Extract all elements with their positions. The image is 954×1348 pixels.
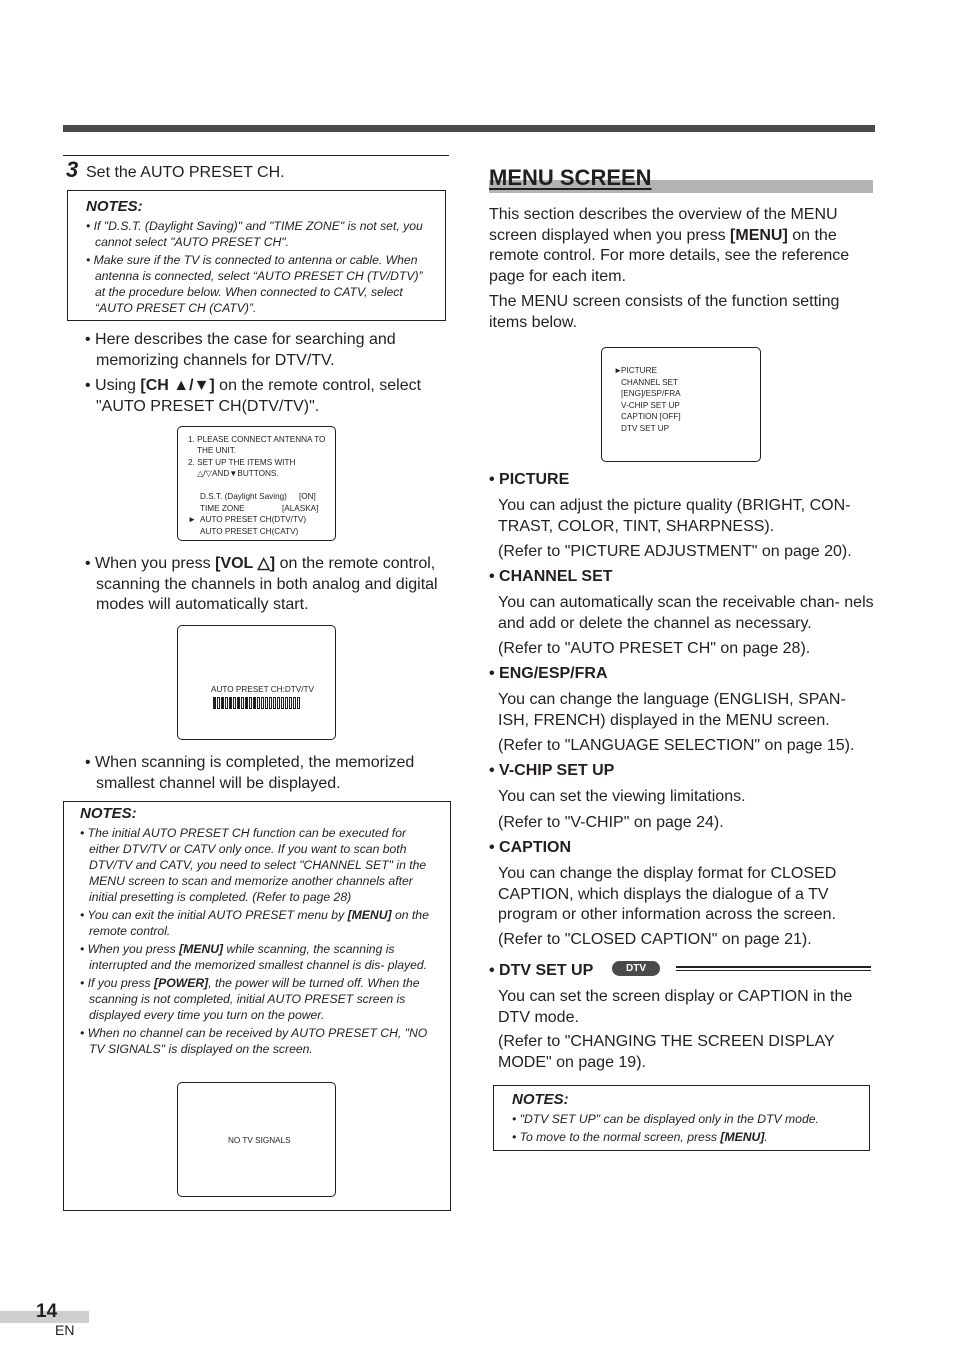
- cursor-icon: ►: [188, 515, 197, 524]
- item-heading: • V-CHIP SET UP: [489, 762, 615, 779]
- note-post: on the remote control.: [89, 908, 429, 938]
- scan-progress-bar: [213, 696, 303, 709]
- progress-segment: [281, 697, 284, 709]
- menu-item-channel-set: CHANNEL SET: [621, 378, 679, 387]
- notes-box-3: [493, 1085, 870, 1151]
- note-item: [80, 825, 434, 905]
- intro-paragraph: [489, 205, 873, 287]
- note-item: [80, 941, 434, 973]
- note-pre: • When you press: [80, 942, 180, 956]
- progress-segment: [261, 697, 264, 709]
- progress-segment: [233, 697, 236, 709]
- intro-pre: This section describes the overview of the MENU screen displayed when you press: [489, 206, 838, 244]
- top-rule: [63, 125, 875, 132]
- note-item: • If "D.S.T. (Daylight Saving)" and "TIME ZONE" is not set, you cannot select "AUTO PRESET CH".: [86, 219, 423, 249]
- note-bold: [MENU]: [179, 942, 224, 956]
- item-ref: (Refer to "AUTO PRESET CH" on page 28).: [498, 640, 811, 657]
- progress-segment: [225, 697, 228, 709]
- progress-segment: [273, 697, 276, 709]
- item-ref: (Refer to "V-CHIP" on page 24).: [498, 814, 724, 831]
- item-desc: You can set the screen display or CAPTION in the DTV mode.: [498, 988, 853, 1026]
- tv-screen-menu: [601, 347, 761, 462]
- note-post: while scanning, the scanning is interrupted and the memorized smallest channel is dis- played.: [89, 942, 428, 972]
- menu-item: AUTO PRESET CH(CATV): [200, 527, 299, 536]
- note-item: [512, 1129, 859, 1145]
- timezone-label: TIME ZONE: [200, 504, 245, 513]
- item-heading: • DTV SET UP: [489, 962, 594, 979]
- item-ref: (Refer to "LANGUAGE SELECTION" on page 15).: [498, 737, 855, 754]
- item-heading: • ENG/ESP/FRA: [489, 665, 608, 682]
- step-number: 3: [66, 157, 79, 182]
- note-bold: [MENU]: [347, 908, 392, 922]
- dtv-rule: [676, 970, 871, 971]
- screen-line: 2. SET UP THE ITEMS WITH: [188, 458, 296, 467]
- intro-post: on the remote control. For more details, see the reference page for each item.: [489, 226, 850, 285]
- progress-segment: [213, 697, 216, 709]
- intro-paragraph-2: The MENU screen consists of the function setting items below.: [489, 293, 840, 331]
- item-desc: You can set the viewing limitations.: [498, 788, 746, 805]
- dst-label: D.S.T. (Daylight Saving): [200, 492, 287, 501]
- progress-segment: [221, 697, 224, 709]
- note-pre: • You can exit the initial AUTO PRESET menu by: [80, 908, 348, 922]
- bullet-pre: • Using: [85, 377, 141, 394]
- note-post: , the power will be turned off. When the scanning is not completed, initial AUTO PRESET screen is displayed every time you turn on the power.: [89, 976, 420, 1022]
- section-title: MENU SCREEN: [489, 165, 652, 190]
- note-bold: [MENU]: [720, 1130, 765, 1144]
- progress-segment: [289, 697, 292, 709]
- note-post: .: [764, 1130, 768, 1144]
- item-desc: You can automatically scan the receivable chan- nels and add or delete the channel as necessary.: [498, 594, 874, 632]
- progress-segment: [241, 697, 244, 709]
- note-pre: • When no channel can be received by AUTO PRESET CH, "NO TV SIGNALS" is displayed on the screen.: [80, 1026, 428, 1056]
- tv-screen-no-signal: [177, 1082, 336, 1197]
- note-item: [80, 907, 434, 939]
- progress-segment: [257, 697, 260, 709]
- bullet-text: [85, 554, 459, 616]
- item-ref: (Refer to "PICTURE ADJUSTMENT" on page 20).: [498, 543, 852, 560]
- scan-label: AUTO PRESET CH:DTV/TV: [211, 685, 314, 694]
- menu-item-picture: PICTURE: [621, 366, 657, 375]
- dtv-badge: DTV: [612, 961, 660, 976]
- note-item: [80, 975, 434, 1023]
- item-desc: You can change the language (ENGLISH, SPAN- ISH, FRENCH) displayed in the MENU screen.: [498, 691, 846, 729]
- cursor-icon: ►: [614, 366, 623, 375]
- menu-item-vchip: V-CHIP SET UP: [621, 401, 680, 410]
- menu-item-language: [ENG]/ESP/FRA: [621, 389, 681, 398]
- bullet-post: on the remote control, scanning the channels in both analog and digital modes will automatically start.: [96, 555, 438, 613]
- progress-segment: [217, 697, 220, 709]
- note-item: • Make sure if the TV is connected to antenna or cable. When antenna is connected, select “AUTO PRESET CH (TV/DTV)” at the procedure below. When connected to CATV, select “AUTO PRESET CH (CATV)”.: [86, 253, 423, 315]
- note-item: [512, 1111, 859, 1127]
- note-pre: • To move to the normal screen, press: [512, 1130, 721, 1144]
- item-heading: • CAPTION: [489, 839, 572, 856]
- bullet-text: • Here describes the case for searching and memorizing channels for DTV/TV.: [85, 331, 396, 369]
- progress-segment: [269, 697, 272, 709]
- progress-segment: [285, 697, 288, 709]
- note-pre: • If you press: [80, 976, 155, 990]
- notes-box-2: [63, 801, 451, 1211]
- note-pre: • The initial AUTO PRESET CH function can be executed for either DTV/TV or CATV only once. If you want to scan both DTV/TV and CATV, you need to select "CHANNEL SET" in the MENU screen to scan and memorize another channels after initial presetting is completed. (Refer to page 28): [80, 826, 427, 904]
- left-column-rule: [63, 155, 449, 156]
- tv-screen-scanning: [177, 625, 336, 740]
- bullet-post: on the remote control, select "AUTO PRESET CH(DTV/TV)".: [96, 377, 422, 415]
- progress-segment: [249, 697, 252, 709]
- item-heading: • PICTURE: [489, 471, 570, 488]
- note-item: [80, 1025, 434, 1057]
- progress-segment: [229, 697, 232, 709]
- dst-value: [ON]: [299, 492, 316, 501]
- progress-segment: [265, 697, 268, 709]
- menu-item-caption: CAPTION [OFF]: [621, 412, 681, 421]
- menu-item-dtv-setup: DTV SET UP: [621, 424, 670, 433]
- item-desc: You can change the display format for CLOSED CAPTION, which displays the dialogue of a TV program or other information across the screen.: [498, 865, 837, 923]
- language-code: EN: [55, 1322, 75, 1338]
- notes-box-1: [67, 190, 446, 321]
- step-text: Set the AUTO PRESET CH.: [86, 164, 285, 181]
- menu-item: AUTO PRESET CH(DTV/TV): [200, 515, 307, 524]
- progress-segment: [293, 697, 296, 709]
- note-bold: [POWER]: [154, 976, 209, 990]
- note-pre: • "DTV SET UP" can be displayed only in the DTV mode.: [512, 1112, 819, 1126]
- progress-segment: [245, 697, 248, 709]
- screen-line: △/▽AND▼BUTTONS.: [188, 469, 279, 478]
- bullet-bold: [VOL △]: [215, 555, 276, 572]
- progress-segment: [297, 697, 300, 709]
- bullet-bold: [CH ▲/▼]: [140, 377, 215, 394]
- item-ref: (Refer to "CHANGING THE SCREEN DISPLAY MODE" on page 19).: [498, 1033, 835, 1071]
- page-number: 14: [36, 1301, 58, 1322]
- bullet-text: • When scanning is completed, the memorized smallest channel will be displayed.: [85, 754, 415, 792]
- progress-segment: [277, 697, 280, 709]
- notes-title: NOTES:: [86, 198, 143, 215]
- bullet-text: [85, 376, 456, 417]
- screen-line: 1. PLEASE CONNECT ANTENNA TO: [188, 435, 326, 444]
- item-heading: • CHANNEL SET: [489, 568, 613, 585]
- intro-bold: [MENU]: [730, 226, 788, 244]
- progress-segment: [253, 697, 256, 709]
- notes-title: NOTES:: [80, 805, 137, 822]
- timezone-value: [ALASKA]: [282, 504, 319, 513]
- no-signal-text: NO TV SIGNALS: [228, 1136, 291, 1145]
- item-desc: You can adjust the picture quality (BRIGHT, CON- TRAST, COLOR, TINT, SHARPNESS).: [498, 497, 851, 535]
- tv-screen-setup: [177, 426, 336, 541]
- bullet-pre: • When you press: [85, 555, 216, 572]
- progress-segment: [237, 697, 240, 709]
- notes-title: NOTES:: [512, 1091, 569, 1108]
- item-ref: (Refer to "CLOSED CAPTION" on page 21).: [498, 931, 812, 948]
- screen-line: THE UNIT.: [188, 446, 237, 455]
- dtv-rule: [676, 966, 871, 968]
